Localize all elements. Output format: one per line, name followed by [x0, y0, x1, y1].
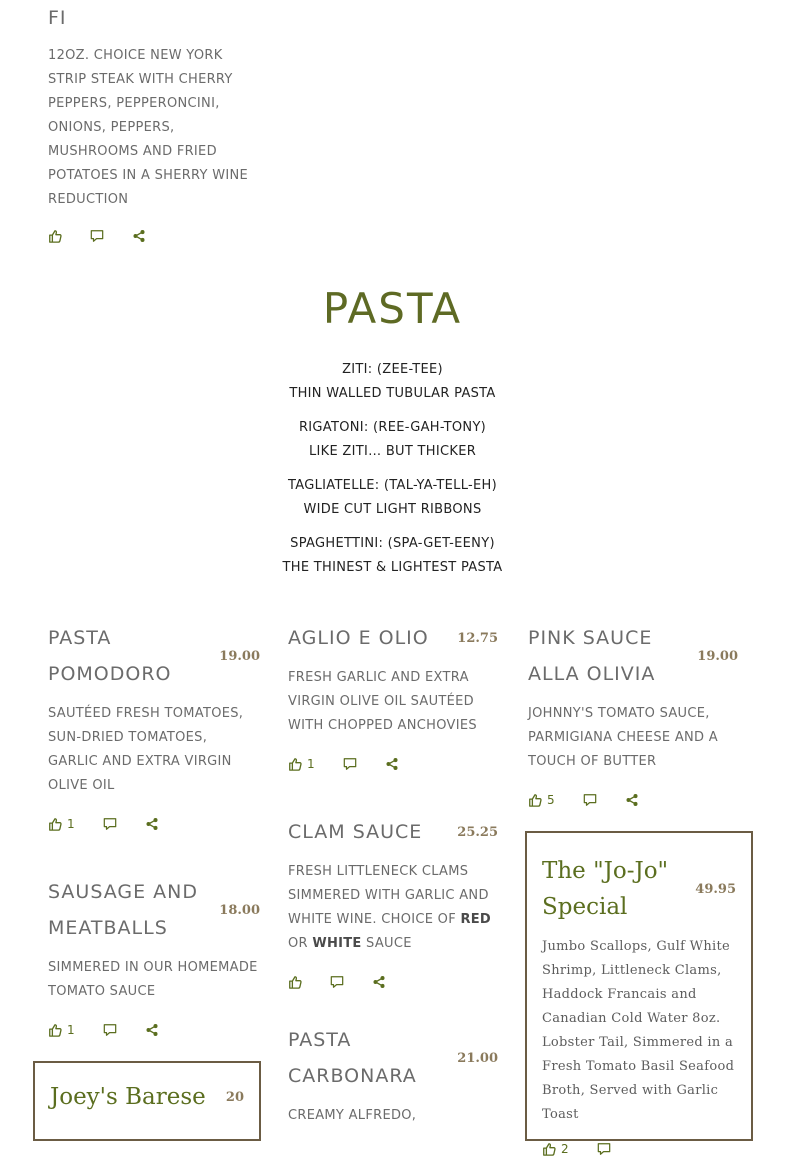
like-button[interactable]	[288, 757, 315, 771]
item-description: 12OZ. CHOICE NEW YORK STRIP STEAK WITH CHERRY PEPPERS, PEPPERONCINI, ONIONS, PEPPERS, MUSHROOMS AND FRIED POTATOES IN A SHERRY WINE REDUCTION	[48, 48, 249, 207]
item-title: CLAM SAUCE	[288, 821, 423, 843]
item-actions	[48, 1020, 260, 1040]
comment-button[interactable]	[90, 229, 104, 243]
glossary-term: TAGLIATELLE: (TAL-YA-TELL-EH)	[288, 478, 497, 493]
thumbs-up-icon	[288, 975, 302, 989]
menu-item-pink-sauce	[528, 620, 738, 810]
like-count: 1	[67, 817, 75, 831]
description-text: SAUCE	[361, 936, 412, 951]
share-icon	[372, 975, 386, 989]
menu-item-pasta-carbonara	[288, 1022, 498, 1128]
glossary-term: RIGATONI: (REE-GAH-TONY)	[298, 420, 487, 435]
comment-button[interactable]	[103, 1023, 117, 1037]
special-item-jojo	[525, 831, 753, 1156]
item-price: 12.75	[457, 630, 498, 646]
option-white: WHITE	[312, 936, 362, 951]
glossary-entry	[0, 474, 785, 522]
special-item-joeys-barese	[33, 1061, 261, 1141]
menu-item-aglio-olio	[288, 620, 498, 774]
item-actions	[288, 972, 498, 992]
glossary-definition: WIDE CUT LIGHT RIBBONS	[303, 502, 482, 517]
share-button[interactable]	[145, 817, 159, 831]
like-count: 1	[307, 757, 315, 771]
comment-button[interactable]	[103, 817, 117, 831]
like-button[interactable]	[288, 975, 302, 989]
item-actions	[288, 754, 498, 774]
item-price: 19.00	[219, 648, 260, 664]
share-icon	[145, 817, 159, 831]
item-actions	[48, 814, 260, 834]
item-description: FRESH GARLIC AND EXTRA VIRGIN OLIVE OIL SAUTÉED WITH CHOPPED ANCHOVIES	[288, 670, 477, 733]
comment-button[interactable]	[597, 1142, 611, 1156]
glossary-term: SPAGHETTINI: (SPA-GET-EENY)	[290, 536, 495, 551]
share-button[interactable]	[132, 229, 146, 243]
item-title: AGLIO E OLIO	[288, 627, 429, 649]
glossary-entry	[0, 532, 785, 580]
description-text: OR	[288, 936, 313, 951]
item-description: SAUTÉED FRESH TOMATOES, SUN-DRIED TOMATOES, GARLIC AND EXTRA VIRGIN OLIVE OIL	[48, 706, 244, 793]
comment-icon	[597, 1142, 611, 1156]
item-title: SAUSAGE AND MEATBALLS	[48, 881, 199, 939]
pasta-glossary	[0, 358, 785, 580]
item-price: 20	[225, 1089, 244, 1105]
item-title: PINK SAUCE ALLA OLIVIA	[528, 627, 656, 685]
comment-button[interactable]	[343, 757, 357, 771]
item-price: 21.00	[457, 1050, 498, 1066]
comment-icon	[103, 1023, 117, 1037]
like-button[interactable]	[48, 1023, 75, 1037]
thumbs-up-icon	[48, 817, 62, 831]
comment-icon	[90, 229, 104, 243]
share-icon	[385, 757, 399, 771]
item-description: JOHNNY'S TOMATO SAUCE, PARMIGIANA CHEESE AND A TOUCH OF BUTTER	[528, 706, 718, 769]
item-title: PASTA POMODORO	[48, 627, 172, 685]
share-icon	[145, 1023, 159, 1037]
item-title: FI	[48, 7, 67, 29]
menu-item-pasta-pomodoro	[48, 620, 260, 834]
thumbs-up-icon	[528, 793, 542, 807]
share-button[interactable]	[372, 975, 386, 989]
glossary-entry	[0, 416, 785, 464]
comment-icon	[583, 793, 597, 807]
item-price: 49.95	[695, 881, 736, 897]
item-actions	[528, 790, 738, 810]
like-count: 1	[67, 1023, 75, 1037]
menu-item-sausage-meatballs	[48, 874, 260, 1040]
glossary-entry	[0, 358, 785, 406]
item-description: CREAMY ALFREDO,	[288, 1108, 417, 1123]
item-price: 19.00	[697, 648, 738, 664]
comment-button[interactable]	[583, 793, 597, 807]
glossary-definition: LIKE ZITI… BUT THICKER	[308, 444, 477, 459]
menu-item-clam-sauce	[288, 814, 498, 992]
item-price: 18.00	[219, 902, 260, 918]
item-description: Jumbo Scallops, Gulf White Shrimp, Littleneck Clams, Haddock Francais and Canadian Cold Water 8oz. Lobster Tail, Simmered in a Fresh Tomato Basil Seafood Broth, Served with Garlic Toast	[542, 939, 735, 1122]
item-title: PASTA CARBONARA	[288, 1029, 417, 1087]
like-count: 2	[561, 1142, 569, 1156]
item-description	[288, 860, 498, 956]
item-title: The "Jo-Jo" Special	[542, 858, 669, 920]
item-description: SIMMERED IN OUR HOMEMADE TOMATO SAUCE	[48, 960, 258, 999]
like-button[interactable]	[542, 1142, 569, 1156]
like-button[interactable]	[48, 817, 75, 831]
option-red: RED	[460, 912, 492, 927]
item-actions	[48, 226, 263, 246]
comment-button[interactable]	[330, 975, 344, 989]
item-actions	[542, 1139, 736, 1159]
glossary-definition: THIN WALLED TUBULAR PASTA	[289, 386, 496, 401]
thumbs-up-icon	[542, 1142, 556, 1156]
share-icon	[625, 793, 639, 807]
thumbs-up-icon	[288, 757, 302, 771]
share-button[interactable]	[385, 757, 399, 771]
item-title: Joey's Barese	[50, 1084, 206, 1110]
share-icon	[132, 229, 146, 243]
thumbs-up-icon	[48, 1023, 62, 1037]
like-count: 5	[547, 793, 555, 807]
comment-icon	[103, 817, 117, 831]
comment-icon	[343, 757, 357, 771]
like-button[interactable]	[528, 793, 555, 807]
item-price: 25.25	[457, 824, 498, 840]
share-button[interactable]	[145, 1023, 159, 1037]
section-title: PASTA	[322, 284, 463, 333]
share-button[interactable]	[625, 793, 639, 807]
comment-icon	[330, 975, 344, 989]
menu-item-steak	[48, 0, 263, 246]
description-text: FRESH LITTLENECK CLAMS SIMMERED WITH GARLIC AND WHITE WINE. CHOICE OF	[288, 864, 489, 927]
glossary-definition: THE THINEST & LIGHTEST PASTA	[282, 560, 503, 575]
thumbs-up-icon	[48, 229, 62, 243]
like-button[interactable]	[48, 229, 62, 243]
glossary-term: ZITI: (ZEE-TEE)	[342, 362, 443, 377]
